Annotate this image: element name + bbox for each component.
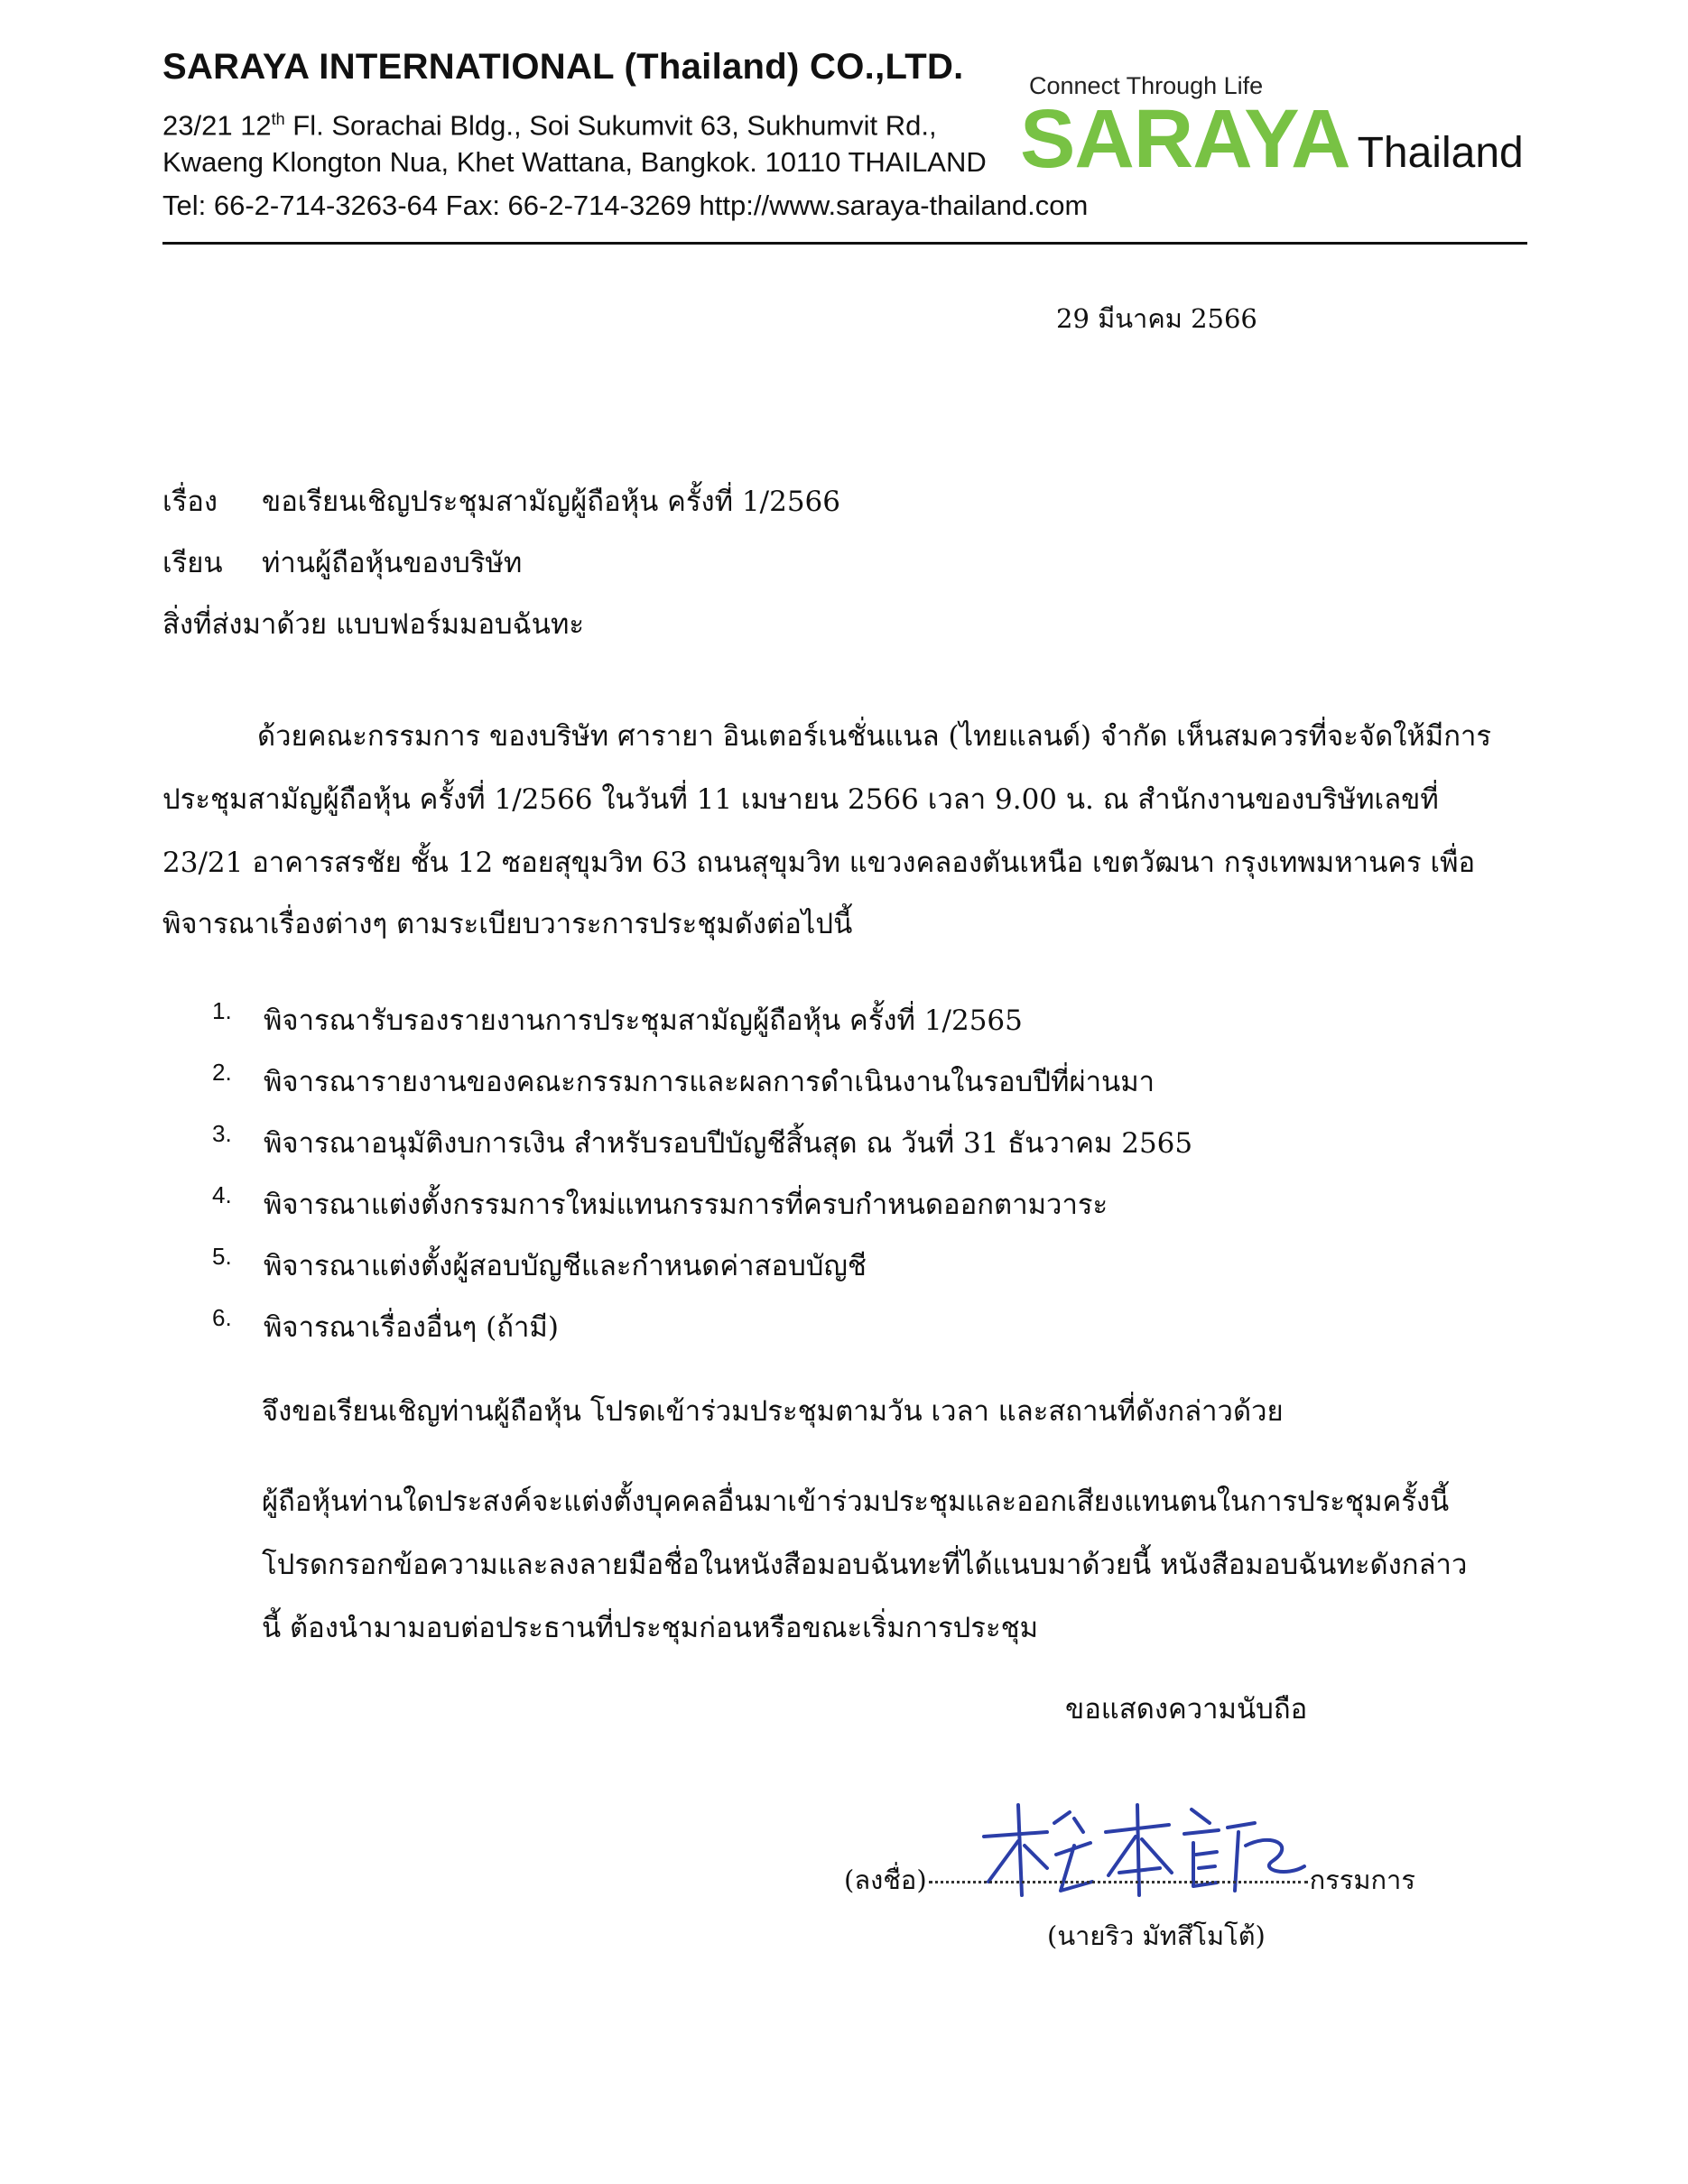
logo-word: SARAYA (1020, 93, 1350, 185)
regards: ขอแสดงความนับถือ (1065, 1693, 1308, 1726)
enclosure-row: สิ่งที่ส่งมาด้วย แบบฟอร์มมอบฉันทะ (162, 608, 585, 641)
logo-tagline: Connect Through Life (1029, 72, 1264, 99)
address-floor-suffix: th (271, 110, 285, 128)
company-name: SARAYA INTERNATIONAL (Thailand) CO.,LTD. (162, 47, 964, 87)
intro-line: 23/21 อาคารสรชัย ชั้น 12 ซอยสุขุมวิท 63 ถนนสุขุมวิท แขวงคลองตันเหนือ เขตวัฒนา กรุงเทพมหานคร เพื่อ (162, 847, 1476, 879)
address-line-2: Kwaeng Klongton Nua, Khet Wattana, Bangkok. 10110 THAILAND (162, 146, 987, 178)
agenda-number: 3. (212, 1120, 232, 1147)
agenda-number: 4. (212, 1181, 232, 1208)
signer-name: (นายริว มัทสึโมโต้) (1047, 1920, 1266, 1951)
address-line-1 (162, 103, 937, 142)
agenda-text: พิจารณารับรองรายงานการประชุมสามัญผู้ถือหุ้น ครั้งที่ 1/2565 (264, 1004, 1023, 1037)
intro-line: ประชุมสามัญผู้ถือหุ้น ครั้งที่ 1/2566 ในวันที่ 11 เมษายน 2566 เวลา 9.00 น. ณ สำนักงานของบริษัทเลขที่ (162, 783, 1439, 816)
agenda-text: พิจารณาแต่งตั้งกรรมการใหม่แทนกรรมการที่ครบกำหนดออกตามวาระ (264, 1189, 1108, 1221)
subject-label: เรื่อง (162, 486, 218, 518)
agenda-number: 1. (212, 997, 232, 1024)
sign-label: (ลงชื่อ) (844, 1865, 927, 1895)
subject-row (162, 478, 840, 523)
recipient-row (162, 540, 522, 585)
address-line-1-pre: 23/21 12 (162, 109, 272, 142)
agenda-text: พิจารณารายงานของคณะกรรมการและผลการดำเนินงานในรอบปีที่ผ่านมา (264, 1066, 1155, 1098)
intro-line: พิจารณาเรื่องต่างๆ ตามระเบียบวาระการประชุมดังต่อไปนี้ (162, 908, 853, 940)
agenda-number: 2. (212, 1059, 232, 1086)
agenda-number: 5. (212, 1243, 232, 1270)
recipient-text: ท่านผู้ถือหุ้นของบริษัท (262, 547, 523, 579)
proxy-line: นี้ ต้องนำมามอบต่อประธานที่ประชุมก่อนหรือขณะเริ่มการประชุม (262, 1612, 1039, 1644)
agenda-text: พิจารณาเรื่องอื่นๆ (ถ้ามี) (264, 1311, 559, 1344)
letter-date: 29 มีนาคม 2566 (1056, 303, 1257, 334)
sign-role: กรรมการ (1309, 1865, 1415, 1895)
header-divider (162, 242, 1527, 245)
address-line-1-post: Fl. Sorachai Bldg., Soi Sukumvit 63, Sukhumvit Rd., (284, 109, 937, 142)
agenda-text: พิจารณาแต่งตั้งผู้สอบบัญชีและกำหนดค่าสอบบัญชี (264, 1250, 867, 1282)
signature-line (844, 1859, 1415, 1901)
logo-country: Thailand (1357, 129, 1524, 177)
signature-dots (929, 1881, 1308, 1883)
saraya-logo (1020, 93, 1524, 185)
proxy-line: โปรดกรอกข้อความและลงลายมือชื่อในหนังสือมอบฉันทะที่ได้แนบมาด้วยนี้ หนังสือมอบฉันทะดังกล่าว (262, 1549, 1468, 1581)
invite-paragraph: จึงขอเรียนเชิญท่านผู้ถือหุ้น โปรดเข้าร่วมประชุมตามวัน เวลา และสถานที่ดังกล่าวด้วย (262, 1395, 1284, 1428)
agenda-text: พิจารณาอนุมัติงบการเงิน สำหรับรอบปีบัญชีสิ้นสุด ณ วันที่ 31 ธันวาคม 2565 (264, 1127, 1193, 1160)
agenda-number: 6. (212, 1304, 232, 1331)
intro-line: ด้วยคณะกรรมการ ของบริษัท ศารายา อินเตอร์เนชั่นแนล (ไทยแลนด์) จำกัด เห็นสมควรที่จะจัดให้มีการ (257, 720, 1492, 753)
proxy-line: ผู้ถือหุ้นท่านใดประสงค์จะแต่งตั้งบุคคลอื่นมาเข้าร่วมประชุมและออกเสียงแทนตนในการประชุมครั้งนี้ (262, 1485, 1450, 1518)
subject-text: ขอเรียนเชิญประชุมสามัญผู้ถือหุ้น ครั้งที่ 1/2566 (262, 486, 840, 518)
address-line-3: Tel: 66-2-714-3263-64 Fax: 66-2-714-3269 http://www.saraya-thailand.com (162, 190, 1089, 221)
recipient-label: เรียน (162, 547, 223, 579)
